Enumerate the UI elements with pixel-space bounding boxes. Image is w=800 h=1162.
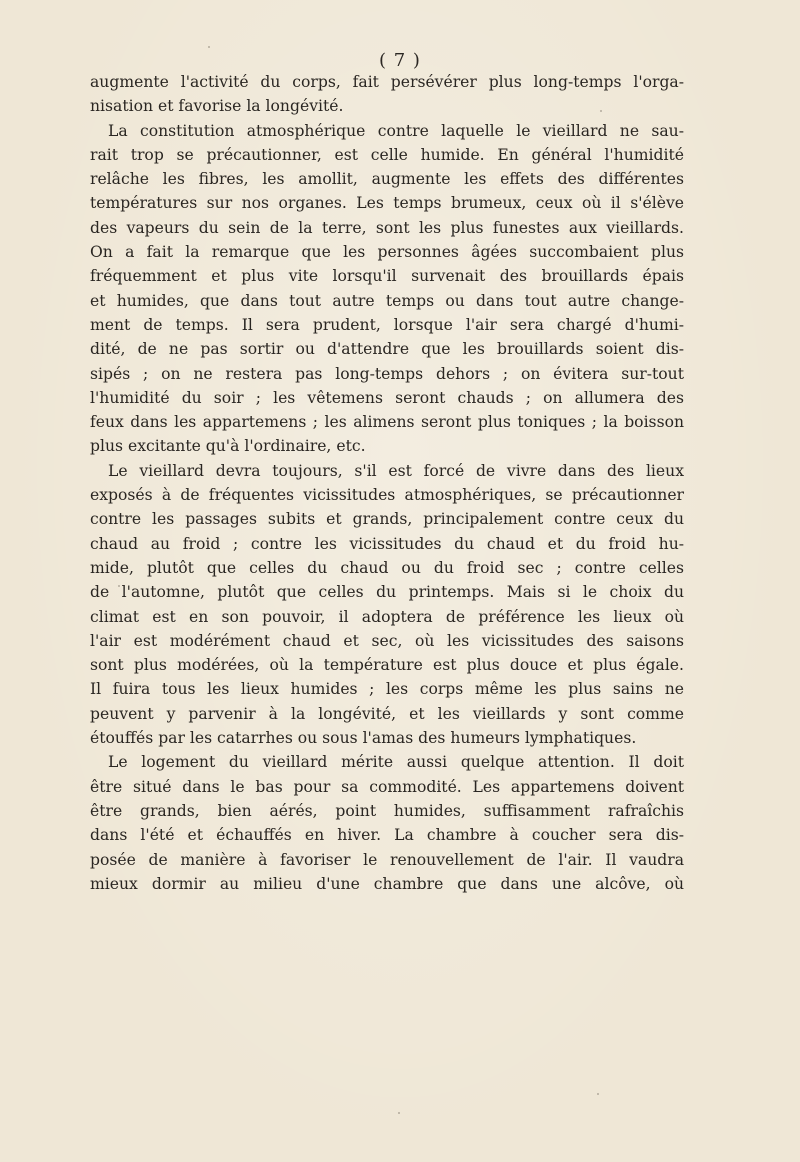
text-line: fréquemment et plus vite lorsqu'il survenait des brouillards épais — [90, 267, 684, 286]
text-line: étouffés par les catarrhes ou sous l'amas des humeurs lymphatiques. — [90, 729, 637, 748]
text-line: Le logement du vieillard mérite aussi quelque attention. Il doit — [108, 753, 684, 772]
body-text — [90, 70, 684, 896]
text-line: exposés à de fréquentes vicissitudes atmosphériques, se précautionner — [90, 486, 684, 505]
text-line: chaud au froid ; contre les vicissitudes du chaud et du froid hu- — [90, 534, 684, 553]
text-line: Le vieillard devra toujours, s'il est forcé de vivre dans des lieux — [108, 461, 684, 480]
paper-speck — [600, 110, 602, 112]
text-line: plus excitante qu'à l'ordinaire, etc. — [90, 437, 366, 456]
text-line: être situé dans le bas pour sa commodité. Les appartemens doivent — [90, 777, 684, 796]
text-line: l'air est modérément chaud et sec, où les vicissitudes des saisons — [90, 631, 684, 650]
paper-speck — [597, 1093, 599, 1095]
text-line: augmente l'activité du corps, fait persévérer plus long-temps l'orga- — [90, 73, 684, 91]
paper-speck — [448, 468, 450, 470]
text-line: des vapeurs du sein de la terre, sont les plus funestes aux vieillards. — [90, 218, 684, 237]
text-line: dité, de ne pas sortir ou d'attendre que les brouillards soient dis- — [90, 340, 684, 359]
text-line: feux dans les appartemens ; les alimens seront plus toniques ; la boisson — [90, 413, 684, 432]
paper-speck — [398, 1112, 400, 1114]
text-line: sont plus modérées, où la température est plus douce et plus égale. — [90, 656, 684, 675]
text-line: nisation et favorise la longévité. — [90, 97, 344, 116]
text-line: températures sur nos organes. Les temps brumeux, ceux où il s'élève — [90, 194, 684, 213]
text-line: On a fait la remarque que les personnes âgées succombaient plus — [90, 243, 684, 262]
text-line: être grands, bien aérés, point humides, suffisamment rafraîchis — [90, 801, 684, 820]
text-line: relâche les fibres, les amollit, augmente les effets des différentes — [90, 170, 684, 189]
text-line: ment de temps. Il sera prudent, lorsque l'air sera chargé d'humi- — [90, 315, 684, 334]
text-line: climat est en son pouvoir, il adoptera de préférence les lieux où — [90, 607, 684, 626]
text-line: rait trop se précautionner, est celle humide. En général l'humidité — [90, 145, 684, 164]
paper-speck — [118, 585, 120, 587]
paper-speck — [208, 46, 210, 48]
text-line: mieux dormir au milieu d'une chambre que dans une alcôve, où — [90, 874, 684, 893]
text-line: posée de manière à favoriser le renouvellement de l'air. Il vaudra — [90, 850, 684, 869]
page-number: ( 7 ) — [379, 50, 421, 71]
text-line: et humides, que dans tout autre temps ou dans tout autre change- — [90, 291, 684, 310]
text-line: La constitution atmosphérique contre laquelle le vieillard ne sau- — [108, 121, 684, 140]
text-line: dans l'été et échauffés en hiver. La chambre à coucher sera dis- — [90, 826, 684, 845]
text-line: contre les passages subits et grands, principalement contre ceux du — [90, 510, 684, 529]
text-line: peuvent y parvenir à la longévité, et les vieillards y sont comme — [90, 704, 684, 723]
text-line: sipés ; on ne restera pas long-temps dehors ; on évitera sur-tout — [90, 364, 684, 383]
text-line: mide, plutôt que celles du chaud ou du froid sec ; contre celles — [90, 558, 684, 577]
text-line: l'humidité du soir ; les vêtemens seront chauds ; on allumera des — [90, 388, 684, 407]
text-line: Il fuira tous les lieux humides ; les corps même les plus sains ne — [90, 680, 684, 699]
text-line: de l'automne, plutôt que celles du printemps. Mais si le choix du — [90, 583, 684, 602]
